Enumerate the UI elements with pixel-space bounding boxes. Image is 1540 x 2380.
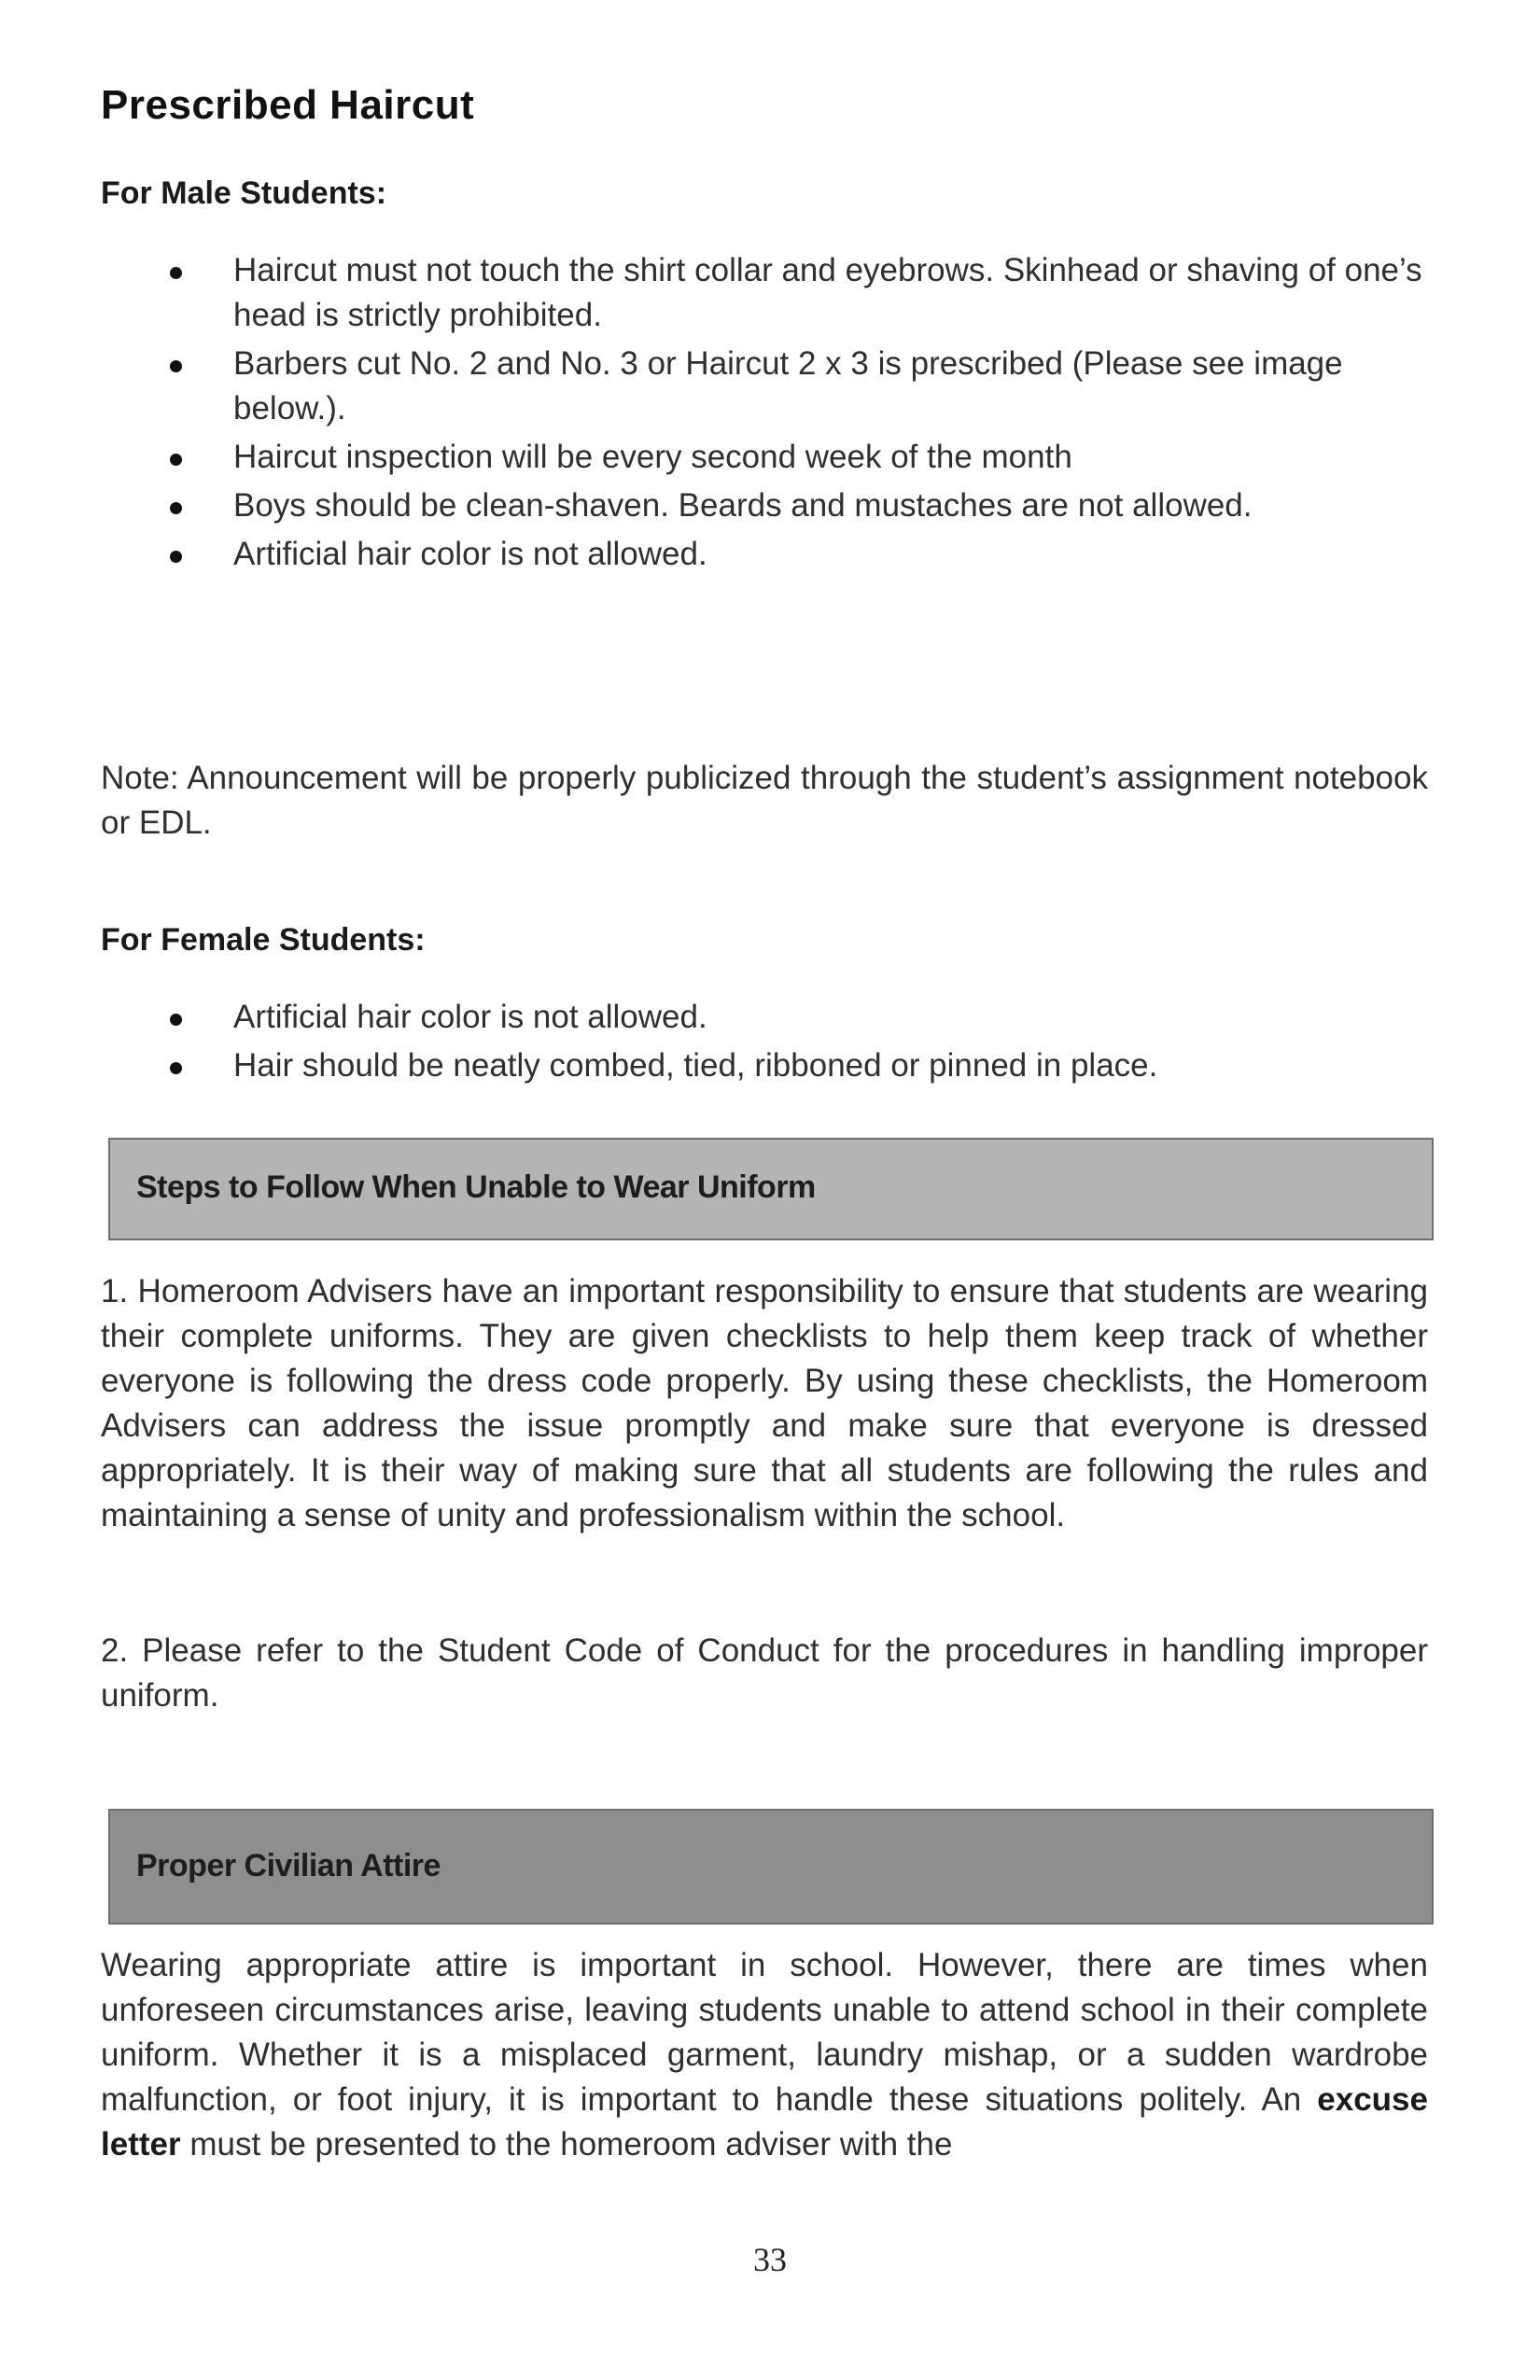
list-item-text: Haircut inspection will be every second week of the month — [233, 439, 1072, 475]
steps-section-banner — [108, 1138, 1434, 1240]
list-item-text: Hair should be neatly combed, tied, ribboned or pinned in place. — [233, 1047, 1158, 1084]
list-item — [101, 435, 1445, 480]
announcement-note: Note: Announcement will be properly publicized through the student’s assignment notebook or EDL. — [101, 760, 1428, 841]
female-students-heading: For Female Students: — [101, 922, 426, 958]
bullet-icon — [170, 267, 182, 279]
civilian-text-end: must be presented to the homeroom adviser with the — [180, 2126, 953, 2163]
list-item — [101, 532, 1445, 577]
steps-section-title: Steps to Follow When Unable to Wear Uniform — [136, 1169, 816, 1205]
list-item — [101, 483, 1445, 528]
page-title: Prescribed Haircut — [101, 82, 475, 128]
bullet-icon — [170, 360, 182, 372]
steps-paragraph-1: 1. Homeroom Advisers have an important responsibility to ensure that students are wearing their complete uniforms. They are given checklists to help them keep track of whether everyone is following the dress code properly. By using these checklists, the Homeroom Advisers can address the issue promptly and make sure that everyone is dressed appropriately. It is their way of making sure that all students are following the rules and maintaining a sense of unity and professionalism within the school. — [101, 1273, 1428, 1533]
list-item-text: Artificial hair color is not allowed. — [233, 999, 707, 1035]
civilian-section-title: Proper Civilian Attire — [136, 1848, 441, 1883]
list-item — [101, 995, 1445, 1040]
bullet-icon — [170, 551, 182, 563]
list-item — [101, 342, 1445, 431]
excuse-letter-emphasis: excuse letter — [101, 2081, 1428, 2163]
list-item — [101, 1043, 1445, 1088]
civilian-text-start: Wearing appropriate attire is important in school. However, there are times when unforeseen circumstances arise, leaving students unable to attend school in their complete uniform. Whether it is a misplaced garment, laundry mishap, or a sudden wardrobe malfunction, or foot injury, it is important to handle these situations politely. An — [101, 1947, 1428, 2118]
bullet-icon — [170, 454, 182, 466]
steps-paragraph-2: 2. Please refer to the Student Code of Conduct for the procedures in handling improper uniform. — [101, 1632, 1428, 1714]
list-item-text: Barbers cut No. 2 and No. 3 or Haircut 2 x 3 is prescribed (Please see image below.). — [233, 345, 1343, 427]
male-rules-list — [101, 248, 1445, 581]
civilian-paragraph — [101, 1943, 1428, 2167]
male-students-heading: For Male Students: — [101, 175, 387, 211]
bullet-icon — [170, 1062, 182, 1074]
list-item-text: Artificial hair color is not allowed. — [233, 536, 707, 572]
female-rules-list — [101, 995, 1445, 1092]
list-item-text: Haircut must not touch the shirt collar and eyebrows. Skinhead or shaving of one’s head is strictly prohibited. — [233, 252, 1422, 333]
list-item — [101, 248, 1445, 338]
civilian-section-banner — [108, 1809, 1434, 1925]
page-number: 33 — [753, 2241, 787, 2278]
bullet-icon — [170, 1014, 182, 1026]
bullet-icon — [170, 502, 182, 514]
list-item-text: Boys should be clean-shaven. Beards and mustaches are not allowed. — [233, 487, 1253, 524]
